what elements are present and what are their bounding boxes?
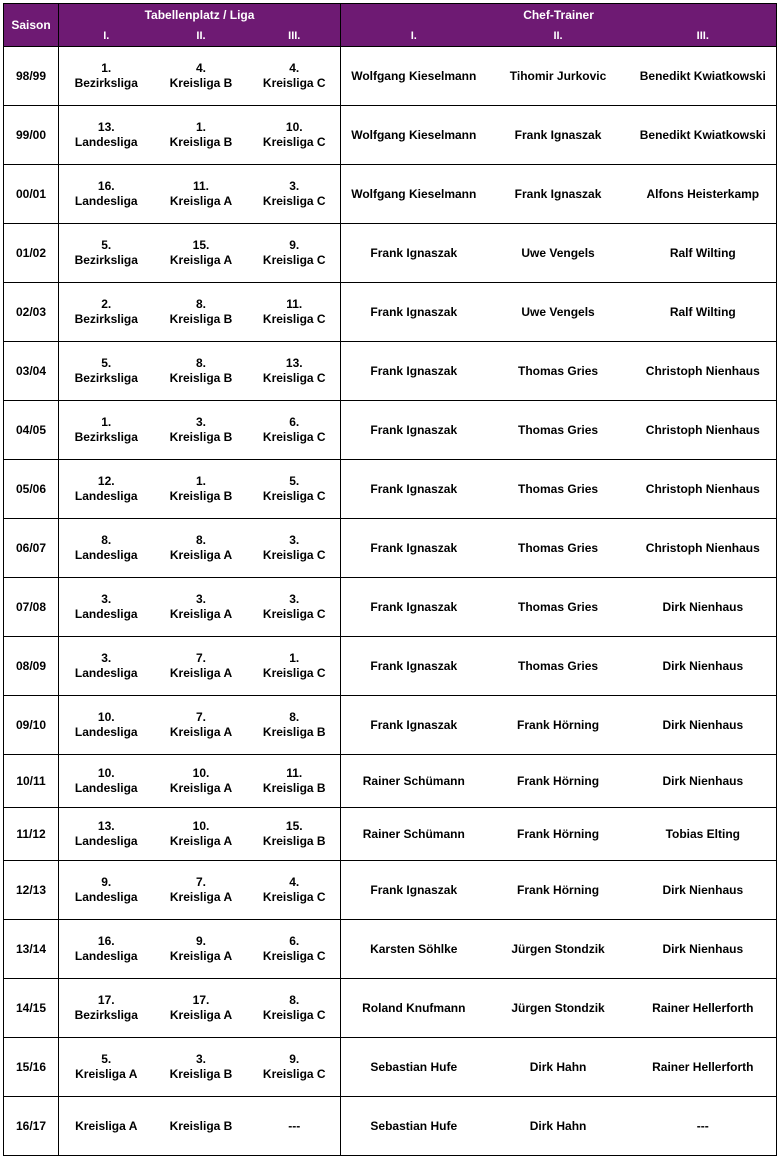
liga-name: Landesliga: [74, 548, 138, 562]
trainer-cell: Frank Ignaszak: [487, 165, 630, 224]
saison-cell: 08/09: [4, 637, 59, 696]
liga-cell: [249, 861, 341, 920]
saison-cell: 00/01: [4, 165, 59, 224]
table-row: [4, 578, 777, 637]
saison-cell: 16/17: [4, 1097, 59, 1156]
tabellenplatz: 11.: [286, 766, 303, 780]
table-row: [4, 696, 777, 755]
trainer-cell: Tihomir Jurkovic: [487, 47, 630, 106]
header-saison: Saison: [4, 4, 59, 47]
trainer-cell: Frank Ignaszak: [341, 401, 487, 460]
liga-cell: [59, 578, 154, 637]
liga-name: Kreisliga A: [169, 1008, 233, 1022]
table-row: [4, 224, 777, 283]
trainer-cell: Dirk Hahn: [487, 1097, 630, 1156]
liga-name: Bezirksliga: [74, 1008, 138, 1022]
liga-cell: [154, 224, 249, 283]
trainer-cell: Alfons Heisterkamp: [630, 165, 777, 224]
liga-name: Landesliga: [74, 666, 138, 680]
liga-name: Kreisliga B: [262, 725, 326, 739]
table-row: [4, 106, 777, 165]
liga-cell: [59, 106, 154, 165]
table-row: [4, 861, 777, 920]
liga-name: Kreisliga B: [169, 1118, 233, 1133]
liga-cell: [59, 637, 154, 696]
tabellenplatz: 5.: [289, 474, 300, 488]
trainer-cell: Jürgen Stondzik: [487, 920, 630, 979]
liga-name: Kreisliga B: [262, 834, 326, 848]
liga-cell: [154, 519, 249, 578]
liga-name: Bezirksliga: [74, 430, 138, 444]
trainer-cell: Thomas Gries: [487, 401, 630, 460]
liga-cell: [59, 861, 154, 920]
tabellenplatz: 10.: [97, 766, 115, 780]
liga-name: Kreisliga C: [262, 607, 326, 621]
tabellenplatz: 10.: [285, 120, 303, 134]
liga-cell: [154, 696, 249, 755]
saison-cell: 09/10: [4, 696, 59, 755]
table-row: [4, 808, 777, 861]
tabellenplatz: 5.: [101, 238, 112, 252]
table-row: [4, 1097, 777, 1156]
liga-cell: [249, 637, 341, 696]
tabellenplatz: 8.: [195, 297, 206, 311]
saison-cell: 11/12: [4, 808, 59, 861]
tabellenplatz: 5.: [101, 1052, 112, 1066]
trainer-cell: Sebastian Hufe: [341, 1038, 487, 1097]
tabellenplatz: 8.: [289, 993, 300, 1007]
liga-name: Landesliga: [74, 135, 138, 149]
trainer-cell: Christoph Nienhaus: [630, 401, 777, 460]
table-row: [4, 637, 777, 696]
liga-name: Kreisliga B: [262, 781, 326, 795]
tabellenplatz: 13.: [97, 120, 115, 134]
saison-cell: 14/15: [4, 979, 59, 1038]
liga-name: Landesliga: [74, 949, 138, 963]
saison-cell: 98/99: [4, 47, 59, 106]
liga-name: Kreisliga A: [169, 607, 233, 621]
header-liga-2: II.: [154, 26, 249, 47]
saison-cell: 12/13: [4, 861, 59, 920]
trainer-cell: Frank Ignaszak: [341, 342, 487, 401]
liga-name: Bezirksliga: [74, 76, 138, 90]
liga-name: Landesliga: [74, 607, 138, 621]
saison-cell: 99/00: [4, 106, 59, 165]
tabellenplatz: 3.: [195, 592, 206, 606]
tabellenplatz: 13.: [97, 819, 115, 833]
liga-cell: [154, 106, 249, 165]
trainer-cell: Dirk Nienhaus: [630, 696, 777, 755]
liga-name: Landesliga: [74, 890, 138, 904]
tabellenplatz: 3.: [101, 651, 112, 665]
trainer-cell: Tobias Elting: [630, 808, 777, 861]
saison-cell: 01/02: [4, 224, 59, 283]
liga-cell: [249, 519, 341, 578]
trainer-cell: Frank Ignaszak: [341, 283, 487, 342]
tabellenplatz: 3.: [195, 415, 206, 429]
liga-name: Kreisliga B: [169, 135, 233, 149]
liga-name: Kreisliga C: [262, 1067, 326, 1081]
saison-cell: 03/04: [4, 342, 59, 401]
tabellenplatz: 9.: [289, 1052, 300, 1066]
tabellenplatz: 7.: [195, 651, 206, 665]
liga-name: Kreisliga C: [262, 666, 326, 680]
tabellenplatz: 4.: [289, 61, 300, 75]
trainer-cell: Wolfgang Kieselmann: [341, 106, 487, 165]
tabellenplatz: 17.: [97, 993, 115, 1007]
liga-cell: [154, 979, 249, 1038]
saison-cell: 04/05: [4, 401, 59, 460]
trainer-cell: Thomas Gries: [487, 637, 630, 696]
table-row: [4, 401, 777, 460]
liga-cell: [154, 578, 249, 637]
season-table-container: [3, 3, 776, 1156]
liga-cell: [249, 47, 341, 106]
tabellenplatz: 1.: [289, 651, 300, 665]
tabellenplatz: 12.: [97, 474, 115, 488]
liga-name: Kreisliga A: [75, 1118, 138, 1133]
liga-cell: [59, 283, 154, 342]
trainer-cell: Frank Hörning: [487, 755, 630, 808]
liga-name: ---: [288, 1118, 301, 1133]
liga-cell: [154, 342, 249, 401]
liga-name: Kreisliga A: [169, 725, 233, 739]
header-chef-trainer: Chef-Trainer: [341, 4, 777, 27]
liga-name: Kreisliga C: [262, 371, 326, 385]
liga-cell: [249, 165, 341, 224]
tabellenplatz: 1.: [101, 415, 112, 429]
liga-cell: [154, 755, 249, 808]
liga-name: Kreisliga C: [262, 548, 326, 562]
table-row: [4, 47, 777, 106]
trainer-cell: Uwe Vengels: [487, 283, 630, 342]
liga-name: Kreisliga B: [169, 1067, 233, 1081]
liga-cell: [154, 920, 249, 979]
tabellenplatz: 3.: [101, 592, 112, 606]
liga-name: Kreisliga A: [169, 890, 233, 904]
liga-cell: [249, 224, 341, 283]
tabellenplatz: 15.: [192, 238, 210, 252]
liga-cell: [249, 1038, 341, 1097]
liga-cell: [249, 460, 341, 519]
header-tabellenplatz-liga: Tabellenplatz / Liga: [59, 4, 341, 27]
trainer-cell: Frank Hörning: [487, 696, 630, 755]
saison-cell: 07/08: [4, 578, 59, 637]
header-trainer-2: II.: [487, 26, 630, 47]
table-row: [4, 165, 777, 224]
trainer-cell: Benedikt Kwiatkowski: [630, 106, 777, 165]
liga-name: Kreisliga C: [262, 135, 326, 149]
liga-name: Kreisliga A: [169, 548, 233, 562]
liga-name: Kreisliga A: [75, 1067, 138, 1081]
tabellenplatz: 2.: [101, 297, 112, 311]
tabellenplatz: 16.: [97, 934, 115, 948]
trainer-cell: Dirk Nienhaus: [630, 637, 777, 696]
liga-cell: [249, 1097, 341, 1156]
trainer-cell: ---: [630, 1097, 777, 1156]
tabellenplatz: 8.: [195, 356, 206, 370]
liga-cell: [154, 1097, 249, 1156]
tabellenplatz: 6.: [289, 415, 300, 429]
trainer-cell: Sebastian Hufe: [341, 1097, 487, 1156]
liga-name: Landesliga: [74, 194, 138, 208]
tabellenplatz: 10.: [192, 766, 210, 780]
saison-cell: 15/16: [4, 1038, 59, 1097]
liga-cell: [249, 106, 341, 165]
liga-name: Landesliga: [74, 725, 138, 739]
tabellenplatz: 1.: [195, 120, 206, 134]
liga-cell: [249, 578, 341, 637]
tabellenplatz: 10.: [192, 819, 210, 833]
trainer-cell: Frank Hörning: [487, 861, 630, 920]
trainer-cell: Christoph Nienhaus: [630, 519, 777, 578]
saison-cell: 05/06: [4, 460, 59, 519]
liga-name: Kreisliga A: [169, 253, 233, 267]
liga-cell: [59, 342, 154, 401]
trainer-cell: Uwe Vengels: [487, 224, 630, 283]
saison-cell: 13/14: [4, 920, 59, 979]
liga-cell: [154, 401, 249, 460]
liga-cell: [249, 696, 341, 755]
liga-cell: [249, 283, 341, 342]
liga-cell: [154, 861, 249, 920]
trainer-cell: Frank Ignaszak: [341, 578, 487, 637]
trainer-cell: Dirk Nienhaus: [630, 578, 777, 637]
liga-cell: [249, 979, 341, 1038]
liga-cell: [59, 460, 154, 519]
liga-cell: [59, 401, 154, 460]
liga-cell: [249, 808, 341, 861]
tabellenplatz: 6.: [289, 934, 300, 948]
trainer-cell: Frank Ignaszak: [341, 637, 487, 696]
liga-cell: [59, 165, 154, 224]
tabellenplatz: 3.: [289, 533, 300, 547]
liga-cell: [59, 224, 154, 283]
trainer-cell: Frank Hörning: [487, 808, 630, 861]
liga-name: Kreisliga B: [169, 312, 233, 326]
tabellenplatz: 8.: [289, 710, 300, 724]
liga-name: Landesliga: [74, 781, 138, 795]
liga-cell: [154, 460, 249, 519]
liga-name: Kreisliga C: [262, 253, 326, 267]
tabellenplatz: 7.: [195, 710, 206, 724]
trainer-cell: Frank Ignaszak: [341, 696, 487, 755]
header-trainer-3: III.: [630, 26, 777, 47]
liga-name: Kreisliga C: [262, 949, 326, 963]
tabellenplatz: 15.: [285, 819, 303, 833]
trainer-cell: Frank Ignaszak: [341, 460, 487, 519]
liga-name: Kreisliga B: [169, 489, 233, 503]
trainer-cell: Frank Ignaszak: [487, 106, 630, 165]
trainer-cell: Ralf Wilting: [630, 224, 777, 283]
trainer-cell: Wolfgang Kieselmann: [341, 47, 487, 106]
liga-cell: [249, 401, 341, 460]
trainer-cell: Ralf Wilting: [630, 283, 777, 342]
tabellenplatz: 4.: [195, 61, 206, 75]
trainer-cell: Roland Knufmann: [341, 979, 487, 1038]
liga-name: Bezirksliga: [74, 253, 138, 267]
trainer-cell: Thomas Gries: [487, 342, 630, 401]
table-row: [4, 283, 777, 342]
tabellenplatz: 17.: [192, 993, 210, 1007]
liga-cell: [59, 808, 154, 861]
header-liga-1: I.: [59, 26, 154, 47]
liga-cell: [154, 808, 249, 861]
liga-name: Kreisliga A: [169, 781, 233, 795]
table-row: [4, 342, 777, 401]
tabellenplatz: 9.: [289, 238, 300, 252]
liga-name: Kreisliga A: [169, 194, 233, 208]
tabellenplatz: 1.: [101, 61, 112, 75]
trainer-cell: Frank Ignaszak: [341, 519, 487, 578]
liga-name: Kreisliga A: [169, 834, 233, 848]
liga-cell: [249, 755, 341, 808]
trainer-cell: Frank Ignaszak: [341, 224, 487, 283]
trainer-cell: Rainer Schümann: [341, 808, 487, 861]
tabellenplatz: 3.: [289, 592, 300, 606]
trainer-cell: Rainer Hellerforth: [630, 979, 777, 1038]
liga-name: Kreisliga B: [169, 371, 233, 385]
table-row: [4, 979, 777, 1038]
liga-name: Landesliga: [74, 489, 138, 503]
saison-cell: 06/07: [4, 519, 59, 578]
liga-name: Bezirksliga: [74, 371, 138, 385]
header-liga-3: III.: [249, 26, 341, 47]
table-row: [4, 920, 777, 979]
tabellenplatz: 3.: [289, 179, 300, 193]
liga-cell: [154, 283, 249, 342]
trainer-cell: Karsten Söhlke: [341, 920, 487, 979]
header-trainer-1: I.: [341, 26, 487, 47]
saison-cell: 10/11: [4, 755, 59, 808]
liga-cell: [59, 47, 154, 106]
trainer-cell: Rainer Schümann: [341, 755, 487, 808]
liga-cell: [154, 47, 249, 106]
trainer-cell: Rainer Hellerforth: [630, 1038, 777, 1097]
trainer-cell: Dirk Nienhaus: [630, 755, 777, 808]
tabellenplatz: 1.: [195, 474, 206, 488]
trainer-cell: Jürgen Stondzik: [487, 979, 630, 1038]
tabellenplatz: 10.: [97, 710, 115, 724]
tabellenplatz: 9.: [195, 934, 206, 948]
liga-cell: [59, 1038, 154, 1097]
season-table-body: [4, 47, 777, 1156]
table-row: [4, 755, 777, 808]
season-table: [3, 3, 777, 1156]
liga-cell: [154, 637, 249, 696]
liga-name: Kreisliga C: [262, 194, 326, 208]
trainer-cell: Thomas Gries: [487, 578, 630, 637]
trainer-cell: Benedikt Kwiatkowski: [630, 47, 777, 106]
tabellenplatz: 5.: [101, 356, 112, 370]
liga-name: Landesliga: [74, 834, 138, 848]
liga-name: Kreisliga A: [169, 666, 233, 680]
tabellenplatz: 4.: [289, 875, 300, 889]
liga-name: Kreisliga B: [169, 430, 233, 444]
liga-cell: [59, 519, 154, 578]
trainer-cell: Dirk Nienhaus: [630, 861, 777, 920]
trainer-cell: Dirk Hahn: [487, 1038, 630, 1097]
trainer-cell: Thomas Gries: [487, 519, 630, 578]
trainer-cell: Thomas Gries: [487, 460, 630, 519]
table-row: [4, 519, 777, 578]
tabellenplatz: 11.: [192, 179, 210, 193]
tabellenplatz: 11.: [286, 297, 303, 311]
liga-name: Kreisliga A: [169, 949, 233, 963]
liga-cell: [59, 1097, 154, 1156]
liga-name: Kreisliga C: [262, 430, 326, 444]
liga-cell: [59, 696, 154, 755]
tabellenplatz: 13.: [285, 356, 303, 370]
tabellenplatz: 8.: [101, 533, 112, 547]
liga-name: Kreisliga C: [262, 312, 326, 326]
trainer-cell: Christoph Nienhaus: [630, 342, 777, 401]
tabellenplatz: 16.: [97, 179, 115, 193]
liga-cell: [154, 165, 249, 224]
liga-name: Bezirksliga: [74, 312, 138, 326]
liga-cell: [154, 1038, 249, 1097]
tabellenplatz: 9.: [101, 875, 112, 889]
trainer-cell: Frank Ignaszak: [341, 861, 487, 920]
liga-cell: [249, 342, 341, 401]
trainer-cell: Christoph Nienhaus: [630, 460, 777, 519]
table-row: [4, 460, 777, 519]
liga-name: Kreisliga C: [262, 890, 326, 904]
tabellenplatz: 3.: [195, 1052, 206, 1066]
liga-cell: [59, 979, 154, 1038]
liga-cell: [59, 920, 154, 979]
table-row: [4, 1038, 777, 1097]
trainer-cell: Wolfgang Kieselmann: [341, 165, 487, 224]
tabellenplatz: 8.: [195, 533, 206, 547]
liga-cell: [249, 920, 341, 979]
liga-name: Kreisliga B: [169, 76, 233, 90]
liga-name: Kreisliga C: [262, 76, 326, 90]
liga-cell: [59, 755, 154, 808]
saison-cell: 02/03: [4, 283, 59, 342]
trainer-cell: Dirk Nienhaus: [630, 920, 777, 979]
tabellenplatz: 7.: [195, 875, 206, 889]
liga-name: Kreisliga C: [262, 1008, 326, 1022]
liga-name: Kreisliga C: [262, 489, 326, 503]
